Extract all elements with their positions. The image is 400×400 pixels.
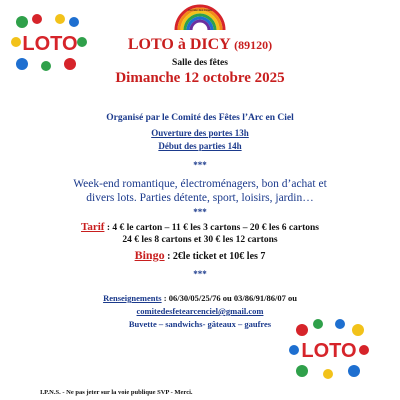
contact-line (0, 293, 400, 303)
loto-logo-bottom-right (288, 318, 370, 380)
bingo-line (0, 248, 400, 263)
poster-title (0, 36, 400, 54)
refreshments-line: Buvette – sandwichs- gâteaux – gaufres (128, 319, 272, 329)
rainbow-emblem (172, 2, 228, 32)
loto-logo-text: LOTO (301, 340, 357, 362)
separator-3: *** (193, 269, 207, 279)
title-dept: (89120) (234, 38, 273, 52)
bingo-label: Bingo (134, 248, 165, 262)
games-start: Début des parties 14h (158, 141, 242, 151)
tarif-label: Tarif (81, 221, 105, 233)
separator-2: *** (193, 207, 207, 217)
event-date: Dimanche 12 octobre 2025 (115, 70, 285, 86)
bingo-text: : 2€le ticket et 10€ les 7 (164, 251, 266, 262)
prizes-line-1: Week-end romantique, électroménagers, bon d’achat et (73, 178, 327, 190)
contact-label: Renseignements (103, 293, 162, 303)
organizer-line: Organisé par le Comité des Fêtes l’Arc en Ciel (106, 113, 294, 123)
prizes-text (0, 177, 400, 205)
tarif-line-2: 24 € les 8 cartons et 30 € les 12 cartons (122, 235, 278, 245)
prizes-line-2: divers lots. Parties détente, sport, loisirs, jardin… (86, 192, 314, 204)
contact-phones: : 06/30/05/25/76 ou 03/86/91/86/07 ou (161, 293, 297, 303)
contact-email[interactable]: comitedesfetearcenciel@gmail.com (136, 306, 264, 316)
tarif-text-1: : 4 € le carton – 11 € les 3 cartons – 20 € les 6 cartons (104, 223, 319, 233)
title-text: LOTO à DICY (127, 36, 231, 53)
tarif-line-1 (0, 221, 400, 233)
separator-1: *** (193, 160, 207, 170)
footer-notice: I.P.N.S. - Ne pas jeter sur la voie publique SVP - Merci. (40, 389, 193, 396)
rainbow-text: Comité des Fêtes (188, 8, 212, 12)
venue: Salle des fêtes (172, 58, 228, 68)
loto-logo-text: LOTO (22, 33, 78, 55)
doors-open: Ouverture des portes 13h (151, 128, 249, 138)
